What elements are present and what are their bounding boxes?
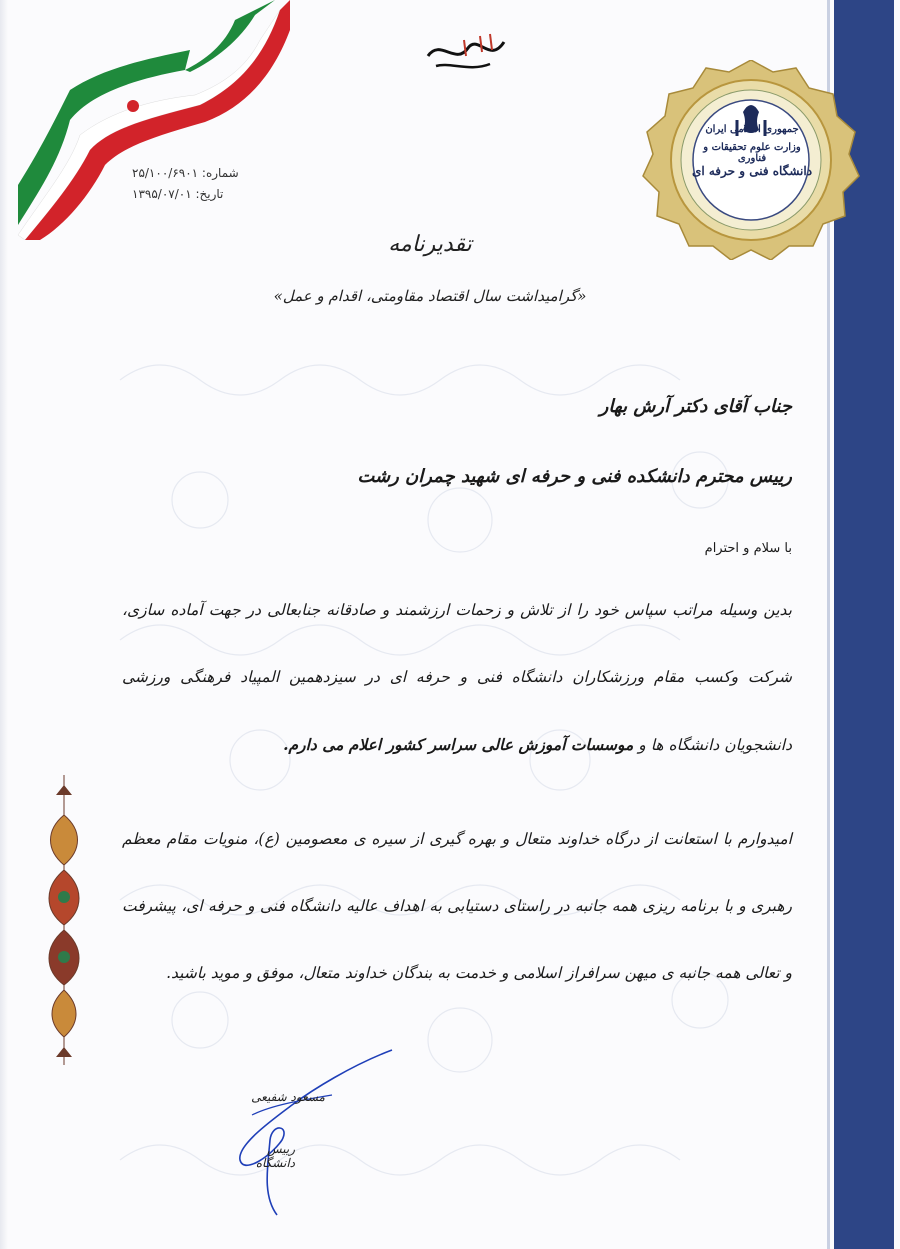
addressee-position: رییس محترم دانشکده فنی و حرفه ای شهید چمران رشت bbox=[357, 466, 792, 487]
emblem-line-ministry: وزارت علوم تحقیقات و فناوری bbox=[703, 142, 801, 164]
signer-name: مسعود شفیعی bbox=[251, 1090, 325, 1104]
letter-subtitle: «گرامیداشت سال اقتصاد مقاومتی، اقدام و عمل» bbox=[273, 287, 587, 305]
signer-title: رییس دانشگاه bbox=[255, 1142, 295, 1170]
addressee-name: جناب آقای دکتر آرش بهار bbox=[599, 396, 792, 417]
greeting: با سلام و احترام bbox=[704, 541, 792, 556]
iran-flag-ribbon bbox=[0, 0, 290, 240]
letter-title: تقدیرنامه bbox=[388, 232, 472, 257]
appreciation-paragraph bbox=[122, 577, 792, 779]
bismillah-calligraphy bbox=[420, 26, 512, 76]
university-emblem bbox=[632, 60, 870, 260]
handwritten-signature bbox=[232, 1045, 402, 1220]
floral-ornament bbox=[38, 775, 90, 1065]
paragraph-text: بدین وسیله مراتب سپاس خود را از تلاش و زحمات ارزشمند و صادقانه جنابعالی در جهت آماده سازی، شرکت وکسب مقام ورزشکاران دانشگاه فنی و حرفه ای در سیزدهمین المپیاد فرهنگی ورزشی دانشجویان دانشگاه ها و bbox=[122, 601, 792, 754]
wishes-paragraph: امیدوارم با استعانت از درگاه خداوند متعال و بهره گیری از سیره ی معصومین (ع)، منویات مقام معظم رهبری و با برنامه ریزی همه جانبه در راستای دستیابی به اهداف عالیه دانشگاه فنی و حرفه ای، پیشرفت و تعالی همه جانبه ی میهن سرافراز اسلامی و خدمت به بندگان خداوند متعال، موفق و موید باشید. bbox=[122, 830, 792, 982]
letter-date: تاریخ: ۱۳۹۵/۰۷/۰۱ bbox=[132, 187, 224, 201]
letter-number: شماره: ۲۵/۱۰۰/۶۹۰۱ bbox=[132, 166, 239, 180]
emblem-line-republic: جمهوری اسلامی ایران bbox=[705, 124, 799, 135]
paragraph-closing: موسسات آموزش عالی سراسر کشور اعلام می دارم. bbox=[283, 735, 634, 754]
emblem-line-university: دانشگاه فنی و حرفه ای bbox=[691, 164, 813, 178]
